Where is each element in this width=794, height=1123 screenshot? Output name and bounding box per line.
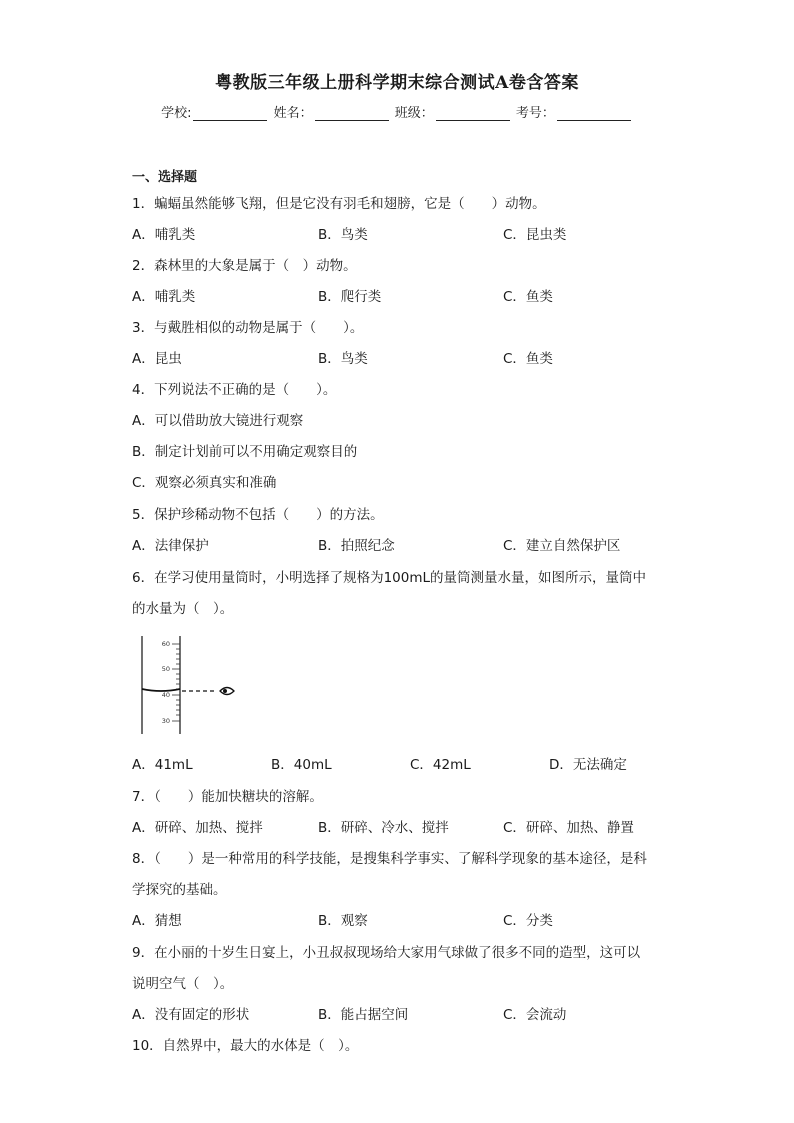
question-3: 3．与戴胜相似的动物是属于（ ）。: [132, 320, 364, 336]
tick-label-30: 30: [161, 717, 170, 725]
q9-option-c[interactable]: C．会流动: [503, 1007, 567, 1023]
question-8: 8．（ ）是一种常用的科学技能，是搜集科学事实、了解科学现象的基本途径，是科: [132, 851, 647, 867]
class-blank[interactable]: [436, 106, 510, 121]
class-label: 班级：: [394, 106, 434, 121]
q9-option-b[interactable]: B．能占据空间: [318, 1007, 409, 1023]
q5-option-c[interactable]: C．建立自然保护区: [503, 538, 621, 554]
number-label: 考号：: [515, 106, 555, 121]
water-meniscus: [142, 689, 180, 691]
q8-option-c[interactable]: C．分类: [503, 913, 553, 929]
question-9-continued: 说明空气（ ）。: [132, 976, 234, 992]
q3-option-c[interactable]: C．鱼类: [503, 351, 553, 367]
q4-option-a[interactable]: A．可以借助放大镜进行观察: [132, 413, 304, 429]
q7-option-a[interactable]: A．研碎、加热、搅拌: [132, 820, 263, 836]
q3-option-a[interactable]: A．昆虫: [132, 351, 182, 367]
question-7: 7．（ ）能加快糖块的溶解。: [132, 789, 323, 805]
q2-option-b[interactable]: B．爬行类: [318, 289, 382, 305]
q1-option-c[interactable]: C．昆虫类: [503, 227, 567, 243]
question-10: 10．自然界中，最大的水体是（ ）。: [132, 1038, 359, 1054]
q6-option-d[interactable]: D．无法确定: [549, 757, 627, 773]
q4-option-b[interactable]: B．制定计划前可以不用确定观察目的: [132, 444, 358, 460]
question-6-continued: 的水量为（ ）。: [132, 601, 234, 617]
graduated-cylinder-figure: [132, 632, 242, 738]
q6-option-c[interactable]: C．42mL: [410, 757, 471, 773]
q2-option-a[interactable]: A．哺乳类: [132, 289, 196, 305]
question-2: 2．森林里的大象是属于（ ）动物。: [132, 258, 357, 274]
q6-option-a[interactable]: A．41mL: [132, 757, 193, 773]
q3-option-b[interactable]: B．鸟类: [318, 351, 368, 367]
school-label: 学校:: [161, 106, 192, 121]
q5-option-a[interactable]: A．法律保护: [132, 538, 209, 554]
q7-option-b[interactable]: B．研碎、冷水、搅拌: [318, 820, 449, 836]
q6-option-b[interactable]: B．40mL: [271, 757, 332, 773]
q8-option-a[interactable]: A．猜想: [132, 913, 182, 929]
q4-option-c[interactable]: C．观察必须真实和准确: [132, 475, 277, 491]
q8-option-b[interactable]: B．观察: [318, 913, 368, 929]
q1-option-a[interactable]: A．哺乳类: [132, 227, 196, 243]
tick-label-40: 40: [161, 691, 170, 699]
question-9: 9．在小丽的十岁生日宴上，小丑叔叔现场给大家用气球做了很多不同的造型，这可以: [132, 945, 641, 961]
question-6: 6．在学习使用量筒时，小明选择了规格为100mL的量筒测量水量，如图所示，量筒中: [132, 570, 647, 586]
question-8-continued: 学探究的基础。: [132, 882, 227, 898]
tick-label-50: 50: [161, 665, 170, 673]
question-5: 5．保护珍稀动物不包括（ ）的方法。: [132, 507, 384, 523]
page-title: 粤教版三年级上册科学期末综合测试A卷含答案: [215, 73, 579, 93]
q1-option-b[interactable]: B．鸟类: [318, 227, 368, 243]
school-blank[interactable]: [193, 106, 267, 121]
q9-option-a[interactable]: A．没有固定的形状: [132, 1007, 250, 1023]
question-1: 1．蝙蝠虽然能够飞翔，但是它没有羽毛和翅膀，它是（ ）动物。: [132, 196, 546, 212]
number-blank[interactable]: [557, 106, 631, 121]
q5-option-b[interactable]: B．拍照纪念: [318, 538, 395, 554]
name-blank[interactable]: [315, 106, 389, 121]
tick-label-60: 60: [161, 640, 170, 648]
eye-icon: [220, 688, 234, 695]
name-label: 姓名：: [273, 106, 313, 121]
q2-option-c[interactable]: C．鱼类: [503, 289, 553, 305]
section-heading: 一、选择题: [132, 170, 198, 185]
q7-option-c[interactable]: C．研碎、加热、静置: [503, 820, 634, 836]
question-4: 4．下列说法不正确的是（ ）。: [132, 382, 337, 398]
student-info-line: [0, 102, 794, 121]
